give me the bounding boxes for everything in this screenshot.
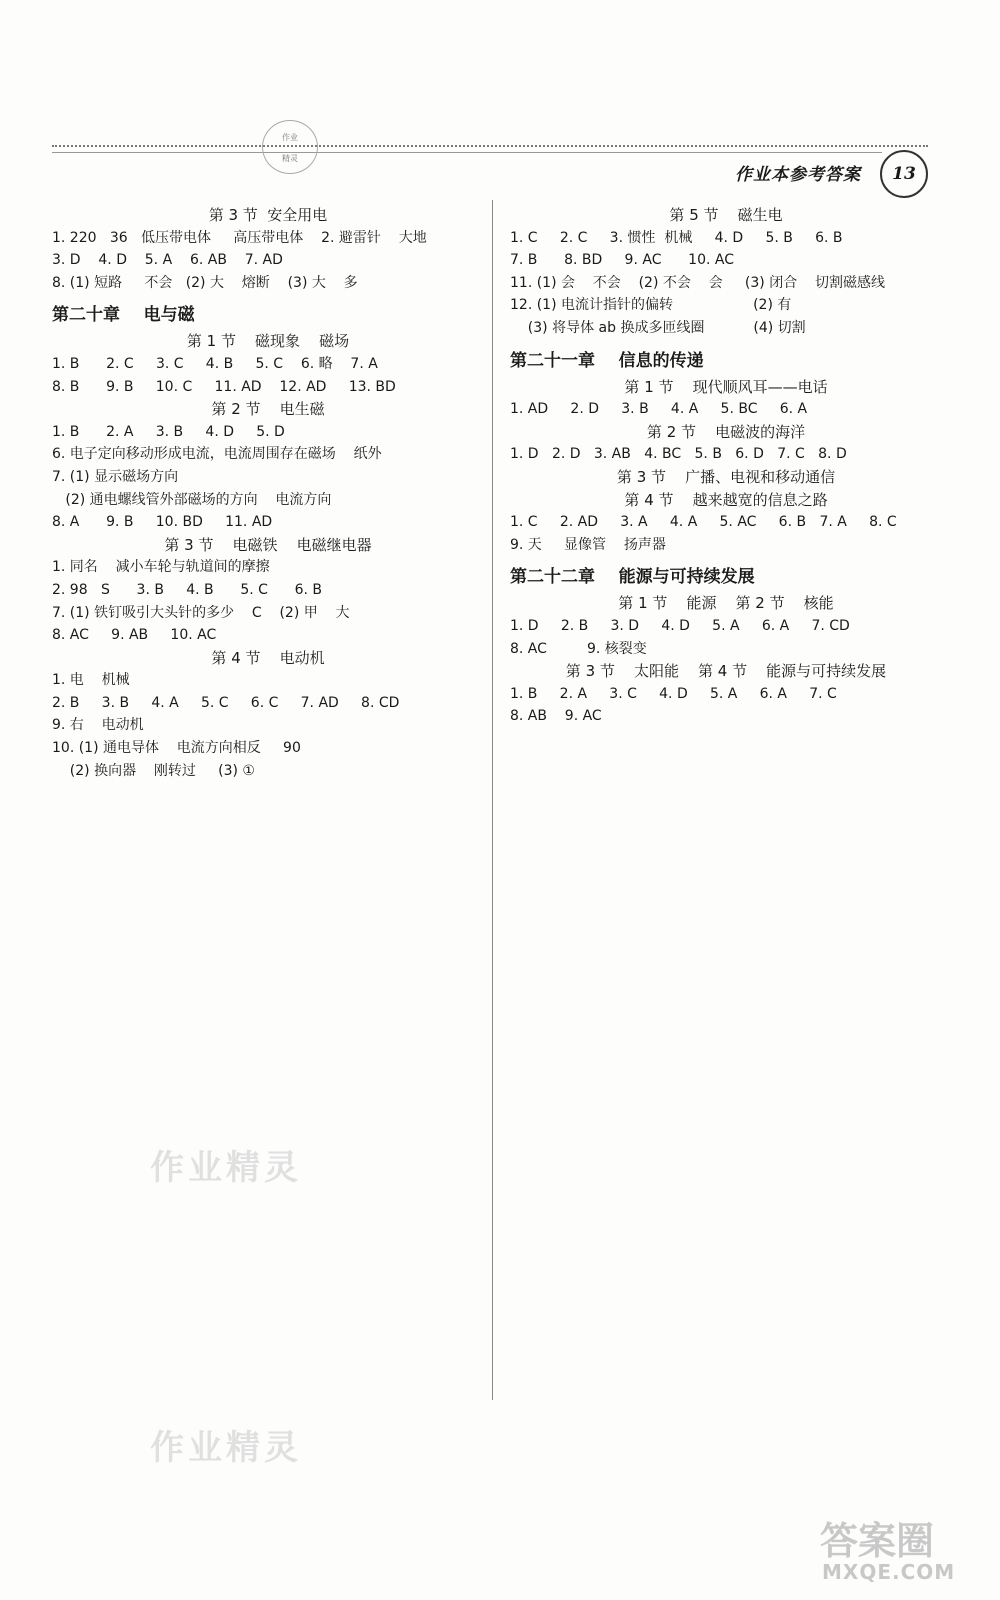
watermark-low: 作业精灵 (150, 1428, 302, 1468)
answer-line: 2. 98 S 3. B 4. B 5. C 6. B (52, 581, 323, 598)
right-column (510, 204, 942, 728)
answer-line: 1. B 2. A 3. C 4. D 5. A 6. A 7. C (510, 685, 837, 702)
answer-line: 8. AC 9. 核裂变 (510, 640, 647, 657)
answer-line: 8. AC 9. AB 10. AC (52, 627, 217, 644)
answer-line: 11. (1) 会 不会 (2) 不会 会 (3) 闭合 切割磁感线 (510, 274, 886, 291)
section-heading: 第 2 节 电生磁 (211, 400, 325, 419)
chapter-heading: 第二十二章 能源与可持续发展 (510, 567, 755, 588)
section-heading: 第 1 节 现代顺风耳——电话 (624, 377, 828, 396)
section-heading: 第 4 节 电动机 (211, 648, 325, 667)
section-heading: 第 5 节 磁生电 (669, 206, 783, 224)
section-heading: 第 4 节 越来越宽的信息之路 (624, 490, 828, 509)
answer-line: 1. B 2. C 3. C 4. B 5. C 6. 略 7. A (52, 355, 378, 372)
answer-line: 7. (1) 显示磁场方向 (52, 468, 179, 485)
header-rule-thin (52, 152, 882, 153)
answer-line: 10. (1) 通电导体 电流方向相反 90 (52, 740, 301, 757)
answer-line: 8. AB 9. AC (510, 708, 602, 725)
answer-line: 8. B 9. B 10. C 11. AD 12. AD 13. BD (52, 378, 396, 395)
page-header-title: 作业本参考答案 (735, 165, 861, 185)
section-heading: 第 3 节 太阳能 第 4 节 能源与可持续发展 (565, 662, 887, 681)
watermark-corner-url: MXQE.COM (822, 1560, 956, 1584)
answer-line: 1. B 2. A 3. B 4. D 5. D (52, 423, 285, 440)
chapter-heading: 第二十一章 信息的传递 (510, 350, 704, 371)
section-heading: 第 3 节 广播、电视和移动通信 (616, 467, 836, 486)
answer-line: 7. (1) 铁钉吸引大头针的多少 C (2) 甲 大 (52, 604, 350, 621)
answer-line: 1. 同名 减小车轮与轨道间的摩擦 (52, 559, 270, 576)
watermark-mid: 作业精灵 (150, 1148, 302, 1188)
answer-line: 3. D 4. D 5. A 6. AB 7. AD (52, 252, 283, 269)
answer-line: 2. B 3. B 4. A 5. C 6. C 7. AD 8. CD (52, 694, 400, 711)
section-heading: 第 3 节 电磁铁 电磁继电器 (164, 535, 372, 554)
answer-line: 9. 右 电动机 (52, 717, 144, 734)
answer-line: (2) 换向器 刚转过 (3) ① (52, 762, 255, 779)
answer-line: 8. (1) 短路 不会 (2) 大 熔断 (3) 大 多 (52, 274, 358, 291)
answer-line: 6. 电子定向移动形成电流，电流周围存在磁场 纸外 (52, 446, 382, 463)
answer-line: 1. 220 36 低压带电体 高压带电体 2. 避雷针 大地 (52, 229, 427, 246)
answer-line: 1. D 2. D 3. AB 4. BC 5. B 6. D 7. C 8. D (510, 446, 847, 463)
answer-line: 8. A 9. B 10. BD 11. AD (52, 514, 273, 531)
answer-line: 1. C 2. C 3. 惯性 机械 4. D 5. B 6. B (510, 229, 843, 246)
section-heading: 第 1 节 能源 第 2 节 核能 (618, 594, 834, 613)
answer-line: 9. 天 显像管 扬声器 (510, 536, 666, 553)
answer-line: 1. AD 2. D 3. B 4. A 5. BC 6. A (510, 401, 808, 418)
section-heading: 第 2 节 电磁波的海洋 (646, 422, 806, 441)
answer-line: 1. C 2. AD 3. A 4. A 5. AC 6. B 7. A 8. C (510, 514, 897, 531)
answer-line: 7. B 8. BD 9. AC 10. AC (510, 252, 734, 269)
left-column (52, 204, 484, 782)
chapter-heading: 第二十章 电与磁 (52, 305, 195, 326)
page-number: 13 (880, 150, 928, 198)
answer-line: (3) 将导体 ab 换成多匝线圈 (4) 切割 (510, 319, 806, 336)
watermark-corner: 答案圈 (820, 1519, 935, 1563)
header-rule (52, 145, 928, 147)
answer-line: 1. D 2. B 3. D 4. D 5. A 6. A 7. CD (510, 617, 850, 634)
answer-line: (2) 通电螺线管外部磁场的方向 电流方向 (52, 491, 332, 508)
section-heading: 第 3 节 安全用电 (208, 206, 328, 224)
section-heading: 第 1 节 磁现象 磁场 (186, 332, 350, 351)
column-divider (492, 200, 493, 1400)
answer-line: 1. 电 机械 (52, 672, 130, 689)
logo-seal: 作业 精灵 (262, 120, 318, 174)
answer-line: 12. (1) 电流计指针的偏转 (2) 有 (510, 297, 792, 314)
